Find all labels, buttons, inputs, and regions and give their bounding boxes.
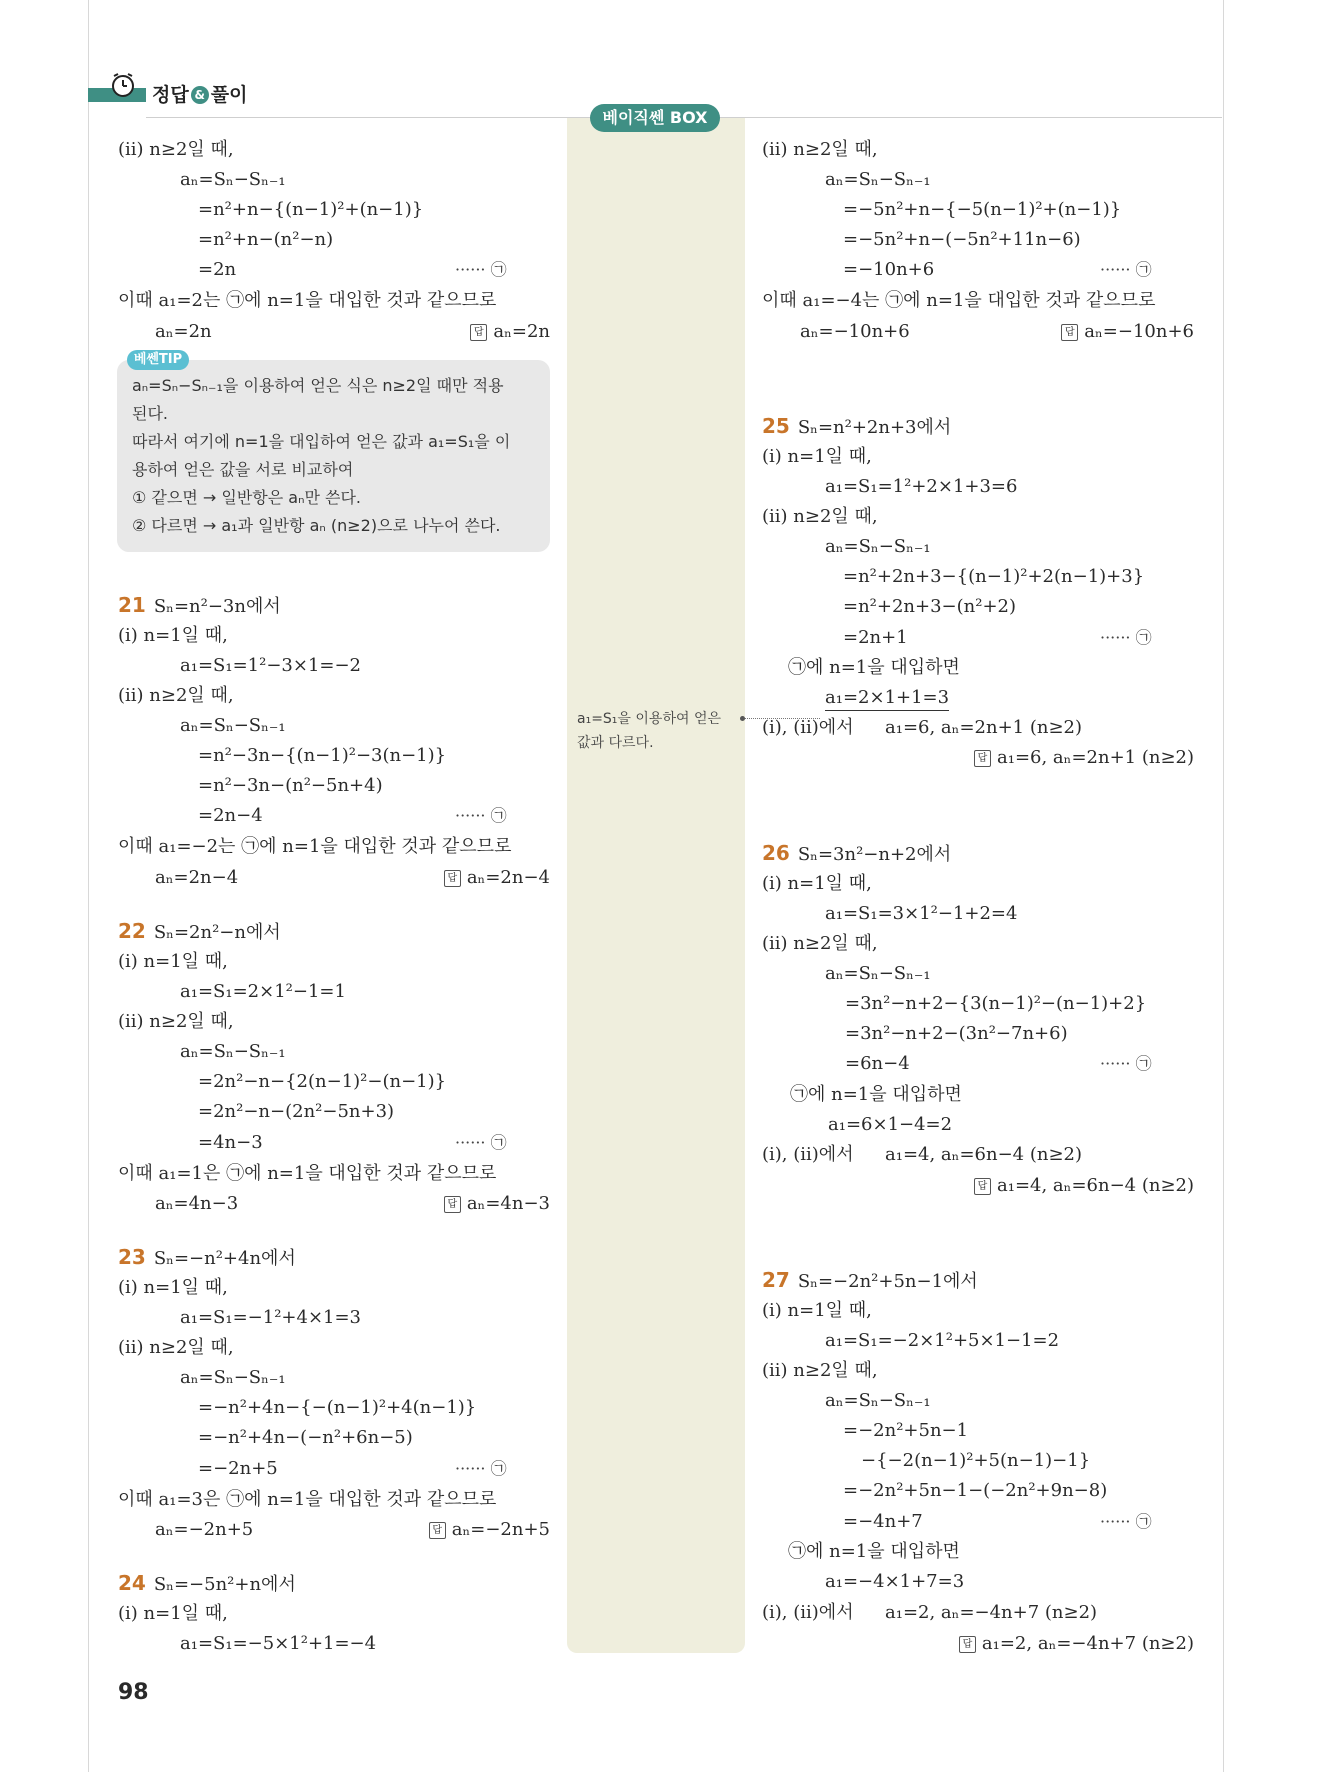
answer-icon: 답 (959, 1636, 976, 1653)
alarm-clock-icon (110, 72, 136, 98)
answer-icon: 답 (974, 750, 991, 767)
sidebar-note: a₁=S₁을 이용하여 얻은 값과 다르다. (577, 711, 721, 751)
answer-24: 답 aₙ=−10n+6 (1061, 320, 1194, 344)
answer-25: 답 a₁=6, aₙ=2n+1 (n≥2) (974, 746, 1194, 770)
answer-icon: 답 (1061, 324, 1078, 341)
answer-20: 답 aₙ=2n (470, 320, 550, 344)
page-number: 98 (118, 1680, 149, 1705)
answer-26: 답 a₁=4, aₙ=6n−4 (n≥2) (974, 1174, 1194, 1198)
answer-23: 답 aₙ=−2n+5 (429, 1518, 550, 1542)
sidebar-box-column (567, 118, 745, 1653)
answer-icon: 답 (974, 1178, 991, 1195)
section-title: 정답 & 풀이 (152, 84, 248, 106)
tip-badge: 베쎈TIP (127, 350, 189, 370)
answer-icon: 답 (429, 1522, 446, 1539)
answer-icon: 답 (470, 324, 487, 341)
answer-21: 답 aₙ=2n−4 (444, 866, 550, 890)
sidebar-box-label: 베이직쎈 BOX (590, 104, 720, 132)
answer-27: 답 a₁=2, aₙ=−4n+7 (n≥2) (959, 1632, 1194, 1656)
answer-22: 답 aₙ=4n−3 (444, 1192, 550, 1216)
answer-icon: 답 (444, 1196, 461, 1213)
answer-icon: 답 (444, 870, 461, 887)
